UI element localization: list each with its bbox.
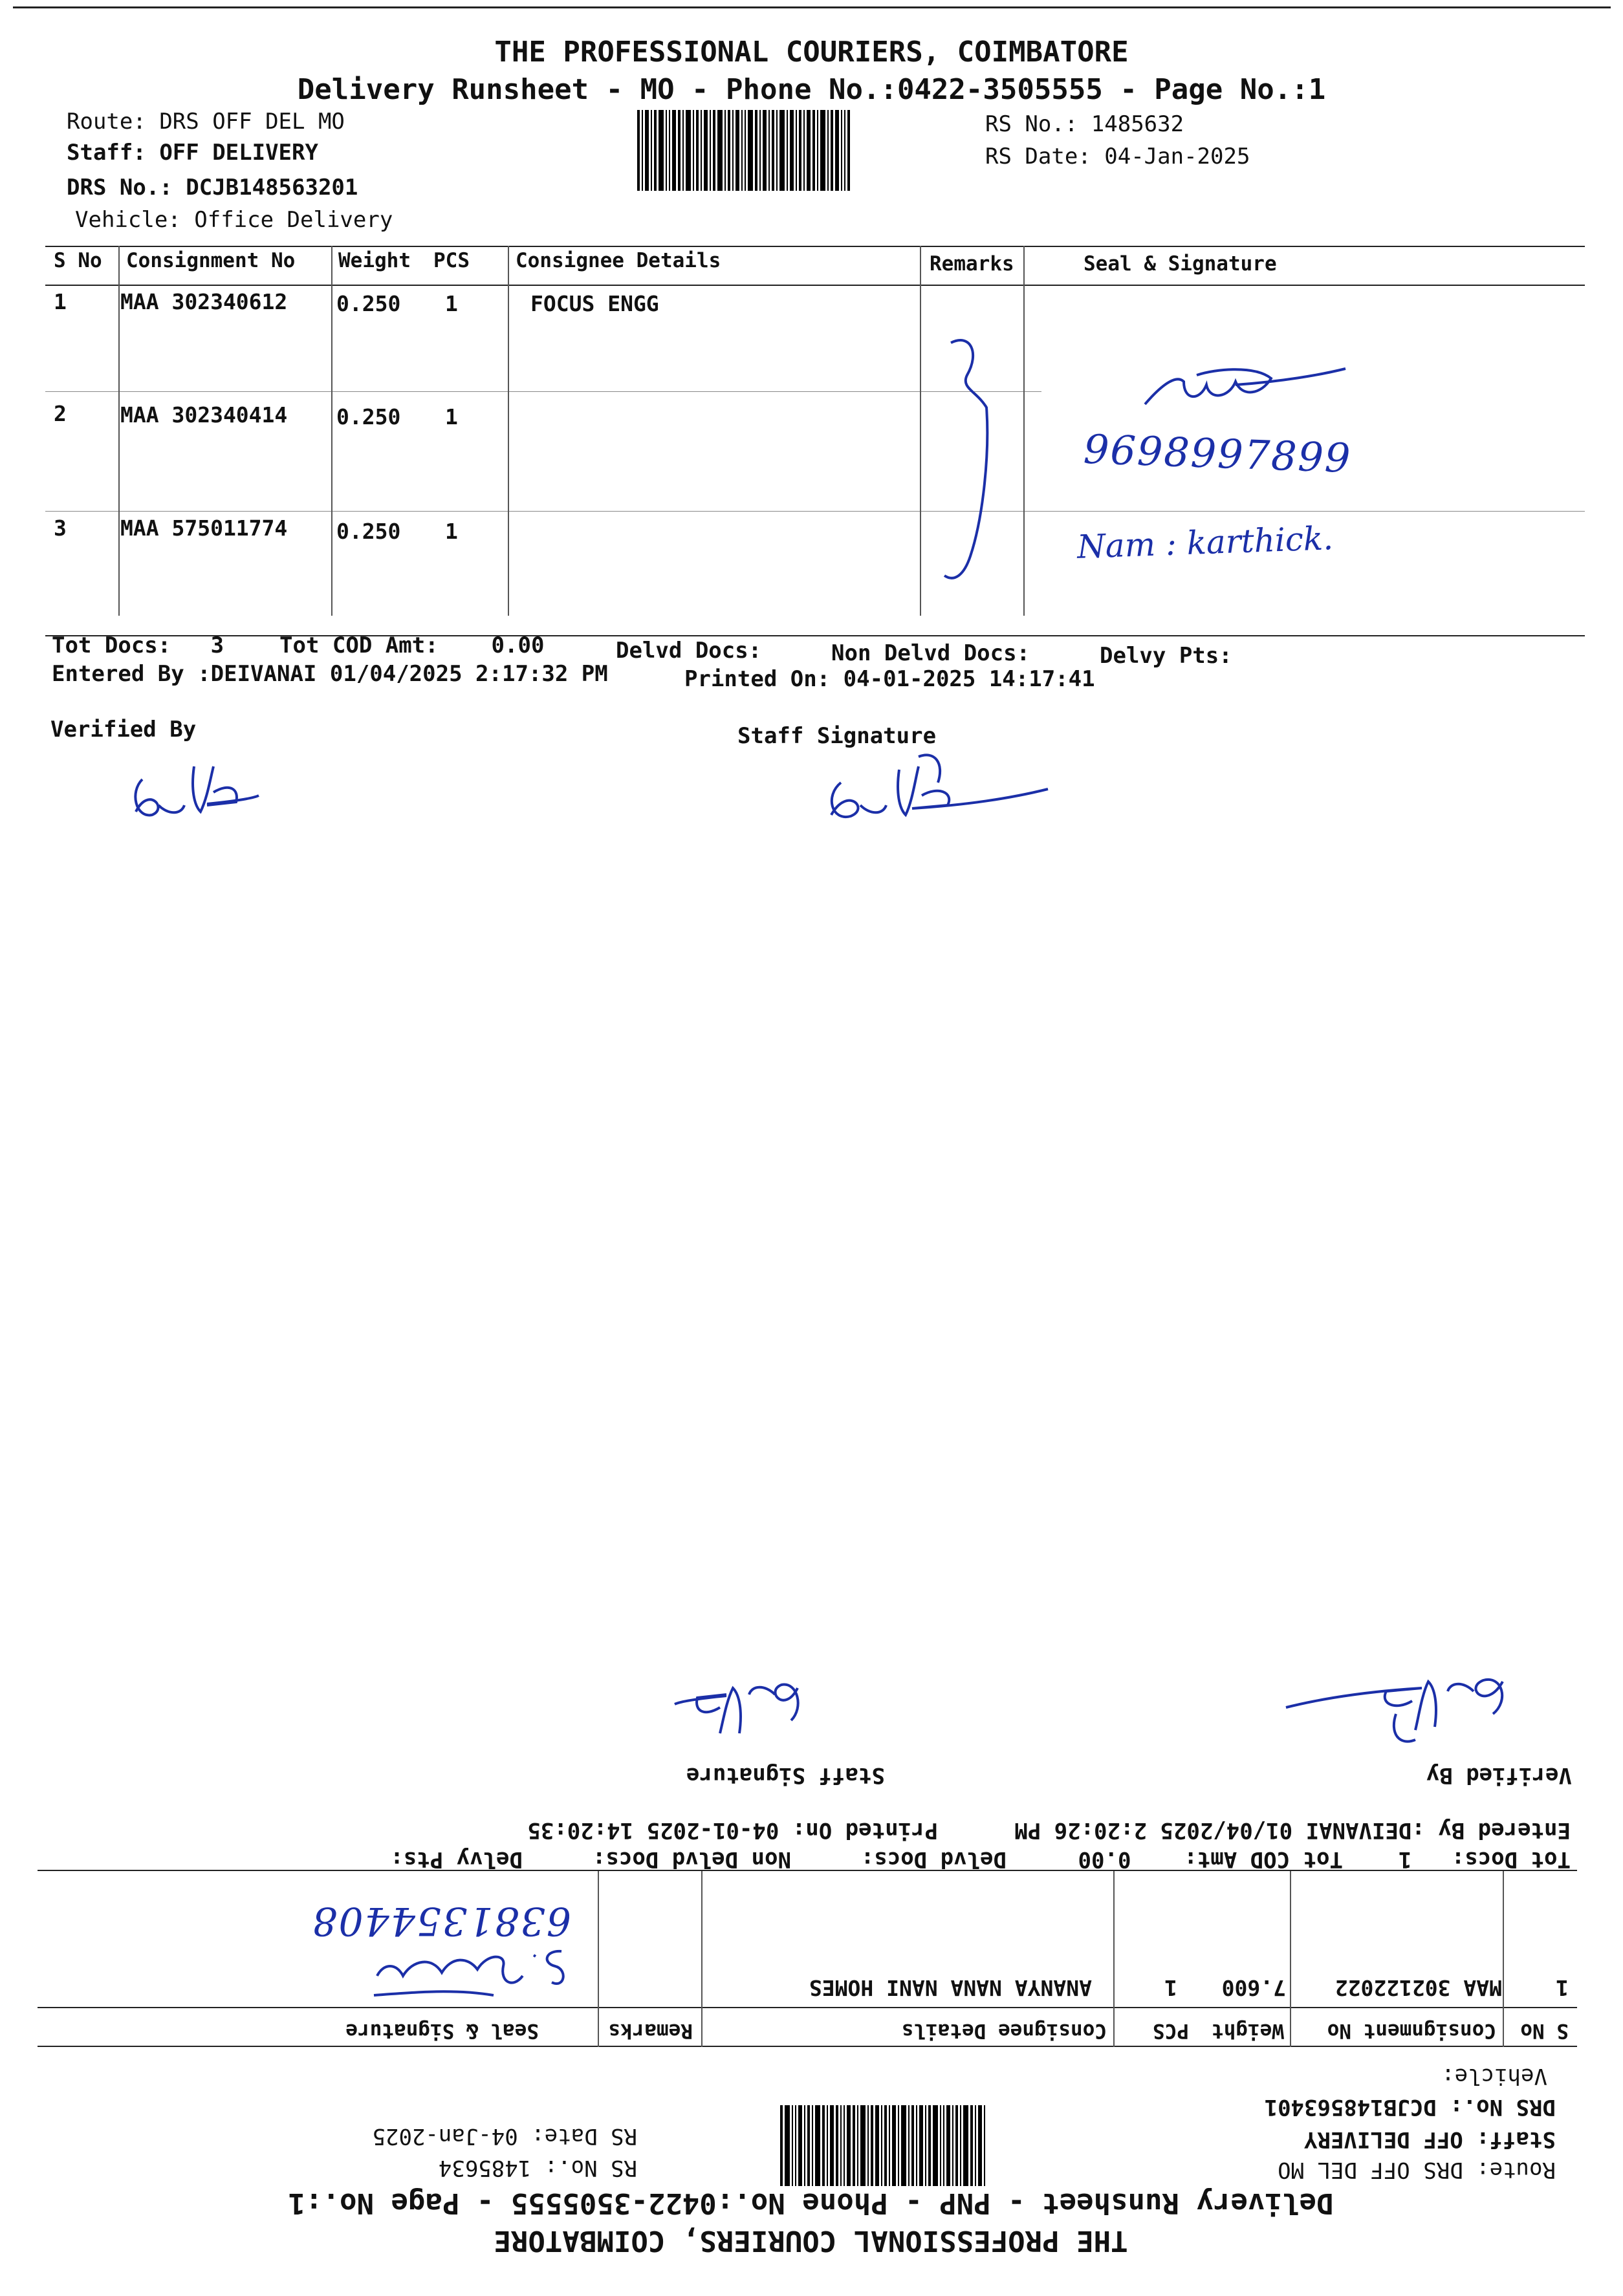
entered-by: Entered By :DEIVANAI 01/04/2025 2:20:26 PM — [1014, 1817, 1571, 1843]
verifier-signature-ink — [123, 753, 278, 838]
tot-cod-value: 0.00 — [491, 633, 545, 658]
top-border — [13, 6, 1611, 8]
row-3-consignment: MAA 575011774 — [120, 515, 288, 541]
route-value: DRS OFF DEL MO — [1278, 2157, 1463, 2183]
staff-value: OFF DELIVERY — [1304, 2127, 1463, 2152]
runsheet-bottom-rotated — [0, 1533, 1622, 2296]
drs-value: DCJB148563201 — [186, 175, 358, 200]
row-2-consignment: MAA 302340414 — [120, 402, 288, 428]
row-divider — [45, 391, 1041, 392]
row-divider — [45, 511, 1585, 512]
vehicle-line: Vehicle: — [1441, 2063, 1547, 2089]
receiver-signature-ink — [1138, 336, 1352, 414]
col-divider — [331, 246, 332, 616]
verifier-signature-ink — [1273, 1656, 1519, 1753]
delvy-pts-label: Delvy Pts: — [1100, 643, 1232, 669]
staff-signature-ink — [655, 1662, 811, 1746]
row-2-weight: 0.250 — [336, 404, 401, 429]
col-header-sno: S No — [1520, 2019, 1569, 2042]
col-header-seal: Seal & Signature — [1084, 252, 1277, 276]
table-bottom-rule — [38, 1870, 1577, 1871]
company-title: THE PROFESSIONAL COURIERS, COIMBATORE — [494, 36, 1129, 69]
table-top-rule — [45, 246, 1585, 247]
col-divider — [1503, 1871, 1504, 2047]
table-top-rule — [38, 2046, 1577, 2047]
printed-on: Printed On: 04-01-2025 14:20:35 — [527, 1817, 938, 1843]
row-1-pcs: 1 — [445, 291, 458, 316]
handwritten-name: Nam : karthick. — [1076, 519, 1334, 566]
handwritten-phone: 6381354408 — [311, 1898, 571, 1944]
staff-line: Staff: OFF DELIVERY — [1304, 2127, 1556, 2152]
rs-no-line: RS No.: 1485634 — [438, 2155, 637, 2181]
row-1-consignee: ANANYA NANA NANI HOMES — [809, 1975, 1092, 2000]
rs-no-value: 1485634 — [438, 2155, 532, 2181]
company-title: THE PROFESSIONAL COURIERS, COIMBATORE — [494, 2224, 1128, 2257]
route-line: Route: DRS OFF DEL MO — [67, 109, 345, 135]
row-3-pcs: 1 — [445, 519, 458, 544]
col-header-consignment: Consignment No — [126, 249, 296, 272]
row-3-weight: 0.250 — [336, 519, 401, 544]
row-1-sno: 1 — [54, 289, 67, 314]
col-divider — [508, 246, 509, 616]
row-1-consignee: FOCUS ENGG — [530, 291, 659, 316]
tot-docs: Tot Docs: 1 — [1398, 1847, 1571, 1872]
col-header-seal: Seal & Signature — [345, 2019, 539, 2042]
table-header-rule — [45, 285, 1585, 286]
row-1-weight: 0.250 — [336, 291, 401, 316]
barcode — [637, 110, 852, 191]
col-header-weight: Weight — [338, 249, 411, 272]
runsheet-top — [0, 0, 1623, 763]
drs-line: DRS No.: DCJB148563401 — [1264, 2094, 1556, 2120]
rs-date-value: 04-Jan-2025 — [372, 2123, 518, 2149]
barcode — [778, 2105, 985, 2186]
remarks-bracket-ink — [931, 323, 1035, 595]
entered-by-value: DEIVANAI 01/04/2025 2:17:32 PM — [210, 661, 608, 687]
tot-docs-value: 1 — [1398, 1847, 1412, 1872]
col-header-consignee: Consignee Details — [516, 249, 721, 272]
row-1-pcs: 1 — [1164, 1975, 1177, 2000]
rs-no-value: 1485632 — [1091, 111, 1184, 137]
runsheet-subtitle: Delivery Runsheet - MO - Phone No.:0422-3505555 - Page No.:1 — [297, 73, 1326, 106]
entered-by-value: DEIVANAI 01/04/2025 2:20:26 PM — [1014, 1817, 1412, 1843]
col-header-consignment: Consignment No — [1327, 2019, 1496, 2042]
route-value: DRS OFF DEL MO — [159, 109, 345, 135]
col-divider — [701, 1871, 703, 2047]
verified-by-label: Verified By — [50, 717, 197, 742]
entered-by: Entered By :DEIVANAI 01/04/2025 2:17:32 PM — [52, 661, 608, 687]
non-delvd-docs-label: Non Delvd Docs: — [592, 1847, 791, 1872]
col-header-pcs: PCS — [433, 249, 470, 272]
drs-value: DCJB148563401 — [1264, 2094, 1437, 2120]
verified-by-label: Verified By — [1426, 1762, 1572, 1788]
col-header-remarks: Remarks — [930, 252, 1014, 276]
staff-signature-ink — [815, 744, 1061, 841]
col-header-pcs: PCS — [1153, 2019, 1189, 2042]
row-1-sno: 1 — [1556, 1975, 1569, 2000]
handwritten-phone: 9698997899 — [1082, 425, 1353, 482]
tot-cod: Tot COD Amt: 0.00 — [279, 633, 545, 658]
delvd-docs-label: Delvd Docs: — [616, 638, 762, 664]
vehicle-line: Vehicle: Office Delivery — [75, 207, 393, 233]
staff-line: Staff: OFF DELIVERY — [67, 140, 318, 166]
col-header-sno: S No — [54, 249, 102, 272]
printed-on-value: 04-01-2025 14:20:35 — [527, 1817, 779, 1843]
rs-date-line: RS Date: 04-Jan-2025 — [985, 144, 1250, 169]
delvy-pts-label: Delvy Pts: — [390, 1847, 523, 1872]
printed-on: Printed On: 04-01-2025 14:17:41 — [684, 666, 1095, 692]
route-line: Route: DRS OFF DEL MO — [1278, 2157, 1556, 2183]
rs-date-value: 04-Jan-2025 — [1104, 144, 1250, 169]
tot-docs-value: 3 — [210, 633, 224, 658]
col-divider — [598, 1871, 599, 2047]
col-header-consignee: Consignee Details — [901, 2019, 1107, 2042]
row-1-weight: 7.600 — [1221, 1975, 1286, 2000]
staff-signature-label: Staff Signature — [686, 1762, 885, 1788]
runsheet-subtitle: Delivery Runsheet - PNP - Phone No.:0422-3505555 - Page No.:1 — [288, 2187, 1334, 2220]
col-header-remarks: Remarks — [608, 2019, 693, 2042]
col-divider — [118, 246, 120, 616]
col-header-weight: Weight — [1212, 2019, 1284, 2042]
tot-cod-value: 0.00 — [1078, 1847, 1131, 1872]
row-1-consignment: MAA 302340612 — [120, 289, 288, 314]
delvd-docs-label: Delvd Docs: — [860, 1847, 1007, 1872]
rs-date-line: RS Date: 04-Jan-2025 — [372, 2123, 637, 2149]
table-header-rule — [38, 2007, 1577, 2008]
staff-value: OFF DELIVERY — [159, 140, 318, 166]
staff-signature-label: Staff Signature — [737, 723, 937, 749]
row-1-consignment: MAA 302122022 — [1334, 1975, 1502, 2000]
col-divider — [1290, 1871, 1291, 2047]
tot-docs: Tot Docs: 3 — [52, 633, 224, 658]
col-divider — [1113, 1871, 1115, 2047]
row-3-sno: 3 — [54, 515, 67, 541]
tot-cod: Tot COD Amt: 0.00 — [1078, 1847, 1343, 1872]
receiver-signature-ink — [358, 1944, 571, 2002]
table-bottom-rule — [45, 635, 1585, 636]
drs-line: DRS No.: DCJB148563201 — [67, 175, 358, 200]
vehicle-value: Office Delivery — [194, 207, 393, 233]
row-2-sno: 2 — [54, 401, 67, 426]
printed-on-value: 04-01-2025 14:17:41 — [843, 666, 1095, 692]
col-divider — [920, 246, 921, 616]
row-2-pcs: 1 — [445, 404, 458, 429]
rs-no-line: RS No.: 1485632 — [985, 111, 1184, 137]
non-delvd-docs-label: Non Delvd Docs: — [831, 640, 1030, 666]
